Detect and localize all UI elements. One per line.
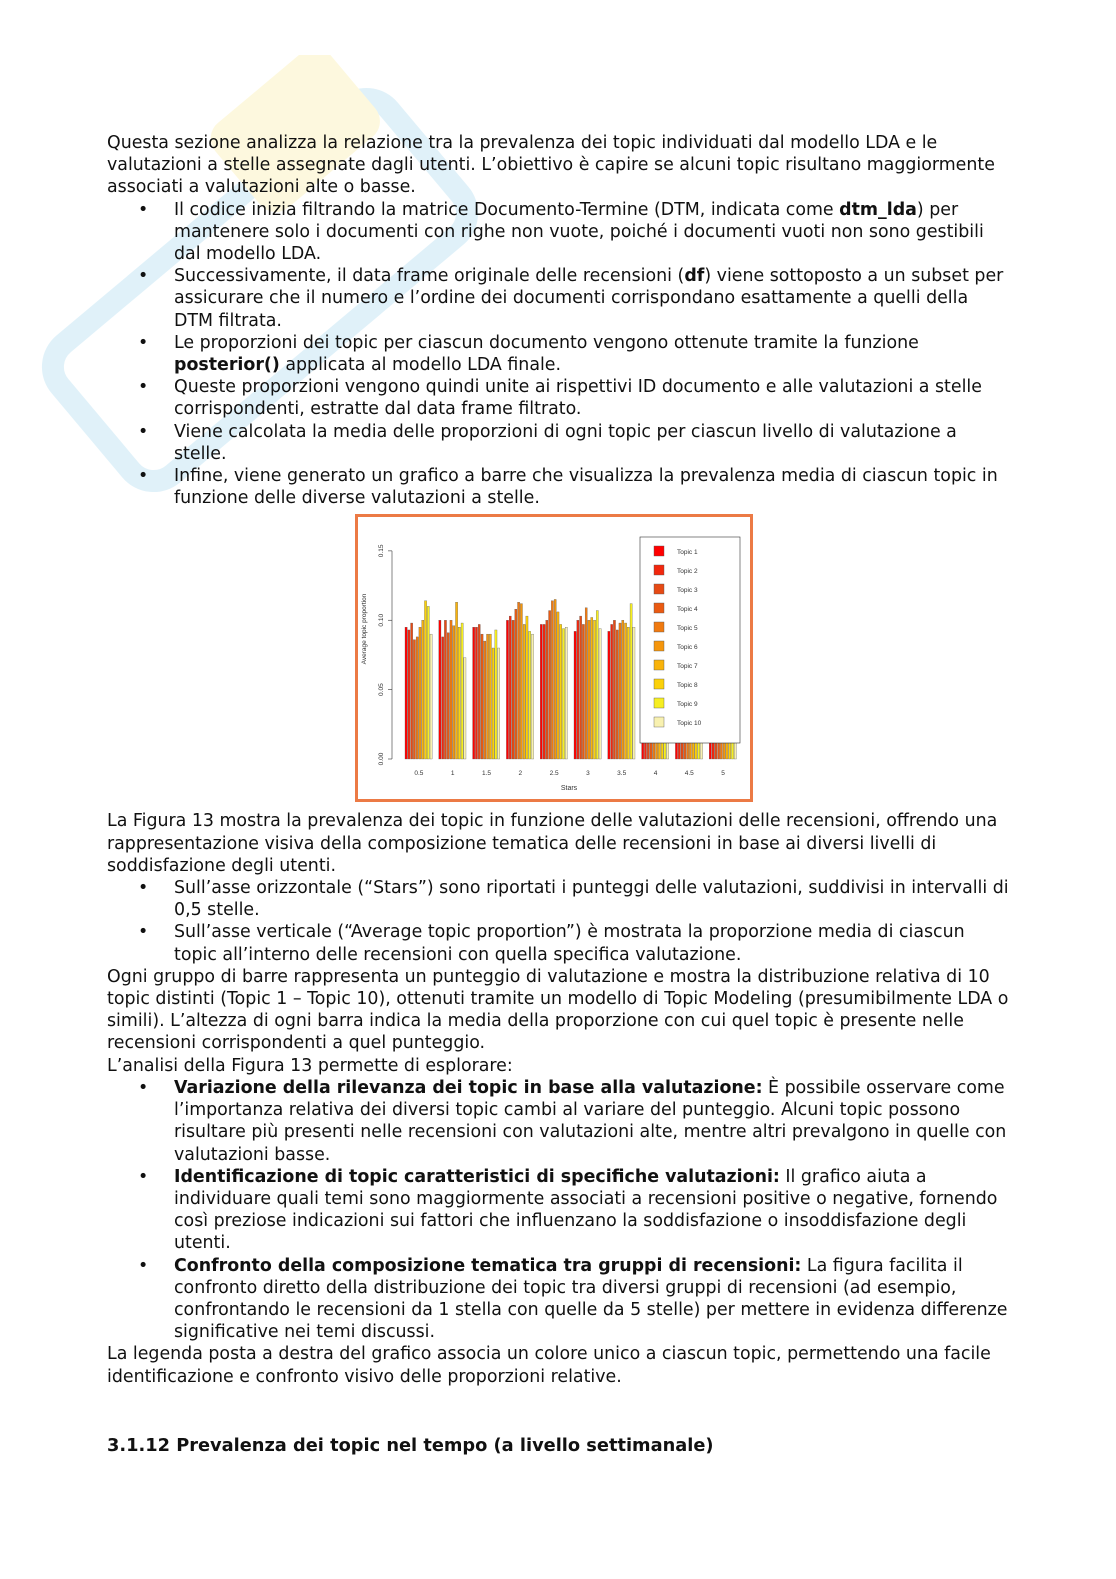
bar [492,648,494,759]
bar [591,618,593,760]
bar [531,635,533,760]
axis-description-list [107,877,1012,966]
x-tick-label: 4.5 [684,770,694,778]
bar [487,635,489,760]
bar [450,621,452,760]
bar [411,623,413,759]
bar [622,621,624,760]
list-item: • Le proporzioni dei topic per ciascun documento vengono ottenute tramite la funzione posterior() applicata al modello LDA finale. [107,332,1012,376]
bar [577,621,579,760]
legend-swatch [654,698,664,708]
list-item: • Sull’asse verticale (“Average topic proportion”) è mostrata la proporzione media di ciascun topic all’interno delle recensioni con quella specifica valutazione. [107,921,1012,965]
bar [520,604,522,759]
bar [444,621,446,760]
bar [405,628,407,760]
legend-label: Topic 7 [677,663,698,671]
bar [616,630,618,759]
bar [624,623,626,759]
bar [529,632,531,760]
bar-groups-paragraph: Ogni gruppo di barre rappresenta un punteggio di valutazione e mostra la distribuzione relativa di 10 topic distinti (Topic 1 – Topic 10), ottenuti tramite un modello di Topic Modeling (presumibilmente LDA o simili). L’altezza di ogni barra indica la media della proporzione con cui quel topic è presente nelle recensioni corrispondenti a quel punteggio. [107,966,1009,1054]
x-tick-label: 3.5 [617,770,627,778]
bar [633,628,635,760]
bar [484,642,486,760]
legend-swatch [654,546,664,556]
list-item: • Queste proporzioni vengono quindi unite ai rispettivi ID documento e alle valutazioni a stelle corrispondenti, estratte dal data frame filtrato. [107,376,1012,420]
bar [630,604,632,759]
bar-chart [358,517,750,799]
list-item: • Infine, viene generato un grafico a barre che visualizza la prevalenza media di ciascun topic in funzione delle diverse valutazioni a stelle. [107,465,1012,509]
list-item: • Confronto della composizione tematica tra gruppi di recensioni: La figura facilita il confronto diretto della distribuzione dei topic tra diversi gruppi di recensioni (ad esempio, confrontando le recensioni da 1 stella con quelle da 5 stelle) per mettere in evidenza differenze significative nei temi discussi. [107,1255,1012,1344]
list-item: • Il codice inizia filtrando la matrice Documento-Termine (DTM, indicata come dtm_lda) per mantenere solo i documenti con righe non vuote, poiché i documenti vuoti non sono gestibili dal modello LDA. [107,199,1012,266]
bar [574,632,576,760]
legend-paragraph: La legenda posta a destra del grafico associa un colore unico a ciascun topic, permettendo una facile identificazione e confronto visivo delle proporzioni relative. [107,1344,991,1387]
analysis-list [107,1077,1012,1343]
bar [458,628,460,760]
legend-swatch [654,660,664,670]
bar [546,621,548,760]
bar [543,625,545,760]
section-heading: 3.1.12 Prevalenza dei topic nel tempo (a livello settimanale) [107,1434,714,1456]
bar [447,633,449,759]
list-item: • Variazione della rilevanza dei topic in base alla valutazione: È possibile osservare come l’importanza relativa dei diversi topic cambi al variare del punteggio. Alcuni topic possono risultare più presenti nelle recensioni con valutazioni alte, mentre altri prevalgono in quelle con valutazioni basse. [107,1077,1012,1166]
list-item: • Viene calcolata la media delle proporzioni di ogni topic per ciascun livello di valutazione a stelle. [107,421,1012,465]
bar [419,628,421,760]
bar [506,621,508,760]
bar [619,623,621,759]
legend-label: Topic 8 [677,682,698,690]
bar [439,621,441,760]
bar [585,608,587,759]
bar [424,601,426,759]
bar [580,617,582,760]
intro-paragraph: Questa sezione analizza la relazione tra la prevalenza dei topic individuati dal modello LDA e le valutazioni a stelle assegnate dagli utenti. L’obiettivo è capire se alcuni topic risultano maggiormente associati a valutazioni alte o basse. [107,133,995,198]
analysis-intro: L’analisi della Figura 13 permette di esplorare: [107,1055,513,1076]
bar [464,658,466,759]
x-tick-label: 5 [721,770,725,778]
x-axis-label: Stars [560,785,578,793]
bar [551,601,553,759]
y-tick-label: 0.00 [378,753,385,766]
bar [562,629,564,759]
bar [627,628,629,760]
bar [413,640,415,759]
bar [489,635,491,760]
bar [526,617,528,760]
legend-label: Topic 5 [677,625,698,633]
bar [453,626,455,759]
x-tick-label: 1 [450,770,455,778]
topic-prevalence-figure [355,514,753,802]
legend-swatch [654,603,664,613]
bar [599,629,601,759]
legend-label: Topic 3 [677,587,698,595]
x-tick-label: 4 [653,770,658,778]
legend-swatch [654,622,664,632]
bar [518,603,520,760]
bar [613,621,615,760]
bar [475,628,477,760]
bar [408,630,410,759]
x-tick-label: 0.5 [414,770,424,778]
bar [582,625,584,760]
y-tick-label: 0.05 [378,683,385,697]
legend-swatch [654,565,664,575]
legend-label: Topic 10 [677,720,702,728]
x-tick-label: 2.5 [549,770,559,778]
figure-description: La Figura 13 mostra la prevalenza dei topic in funzione delle valutazioni delle recensioni, offrendo una rappresentazione visiva della composizione tematica delle recensioni in base ai diversi livelli di soddisfazione degli utenti. [107,811,998,876]
code-steps-list [107,199,1012,510]
x-tick-label: 1.5 [481,770,492,778]
bar [498,648,500,759]
bar [455,603,457,760]
bar [461,623,463,759]
bar [557,612,559,759]
bar [593,621,595,760]
bar [442,637,444,759]
bar [523,625,525,760]
bar [554,600,556,760]
legend-label: Topic 6 [677,644,698,652]
list-item: • Identificazione di topic caratteristici di specifiche valutazioni: Il grafico aiuta a individuare quali temi sono maggiormente associati a recensioni positive o negative, fornendo così preziose indicazioni sui fattori che influenzano la soddisfazione o insoddisfazione degli utenti. [107,1166,1012,1255]
bar [565,628,567,760]
bar [416,637,418,759]
bar [422,621,424,760]
y-axis-label: Average topic proportion [361,594,368,665]
list-item: • Successivamente, il data frame originale delle recensioni (df) viene sottoposto a un subset per assicurare che il numero e l’ordine dei documenti corrispondano esattamente a quelli della DTM filtrata. [107,265,1012,332]
bar [495,630,497,759]
bar [596,611,598,759]
bar [560,625,562,760]
y-tick-label: 0.15 [378,545,385,558]
legend-label: Topic 9 [677,701,698,709]
bar [430,635,432,760]
bar [427,607,429,760]
bar [588,621,590,760]
bar [509,617,511,760]
bar [608,632,610,760]
legend-label: Topic 2 [677,568,698,576]
bar [540,625,542,760]
bar [515,610,517,760]
x-tick-label: 2 [518,770,523,778]
bar [481,635,483,760]
legend-swatch [654,679,664,689]
y-tick-label: 0.10 [378,614,385,628]
bar [611,625,613,760]
legend-swatch [654,584,664,594]
bar [512,621,514,760]
list-item: • Sull’asse orizzontale (“Stars”) sono riportati i punteggi delle valutazioni, suddivisi in intervalli di 0,5 stelle. [107,877,1012,921]
x-tick-label: 3 [586,770,590,778]
legend-swatch [654,717,664,727]
legend-label: Topic 4 [677,606,698,614]
legend-swatch [654,641,664,651]
bar [478,625,480,760]
bar [473,628,475,760]
bar [549,611,551,759]
legend-label: Topic 1 [677,549,698,557]
